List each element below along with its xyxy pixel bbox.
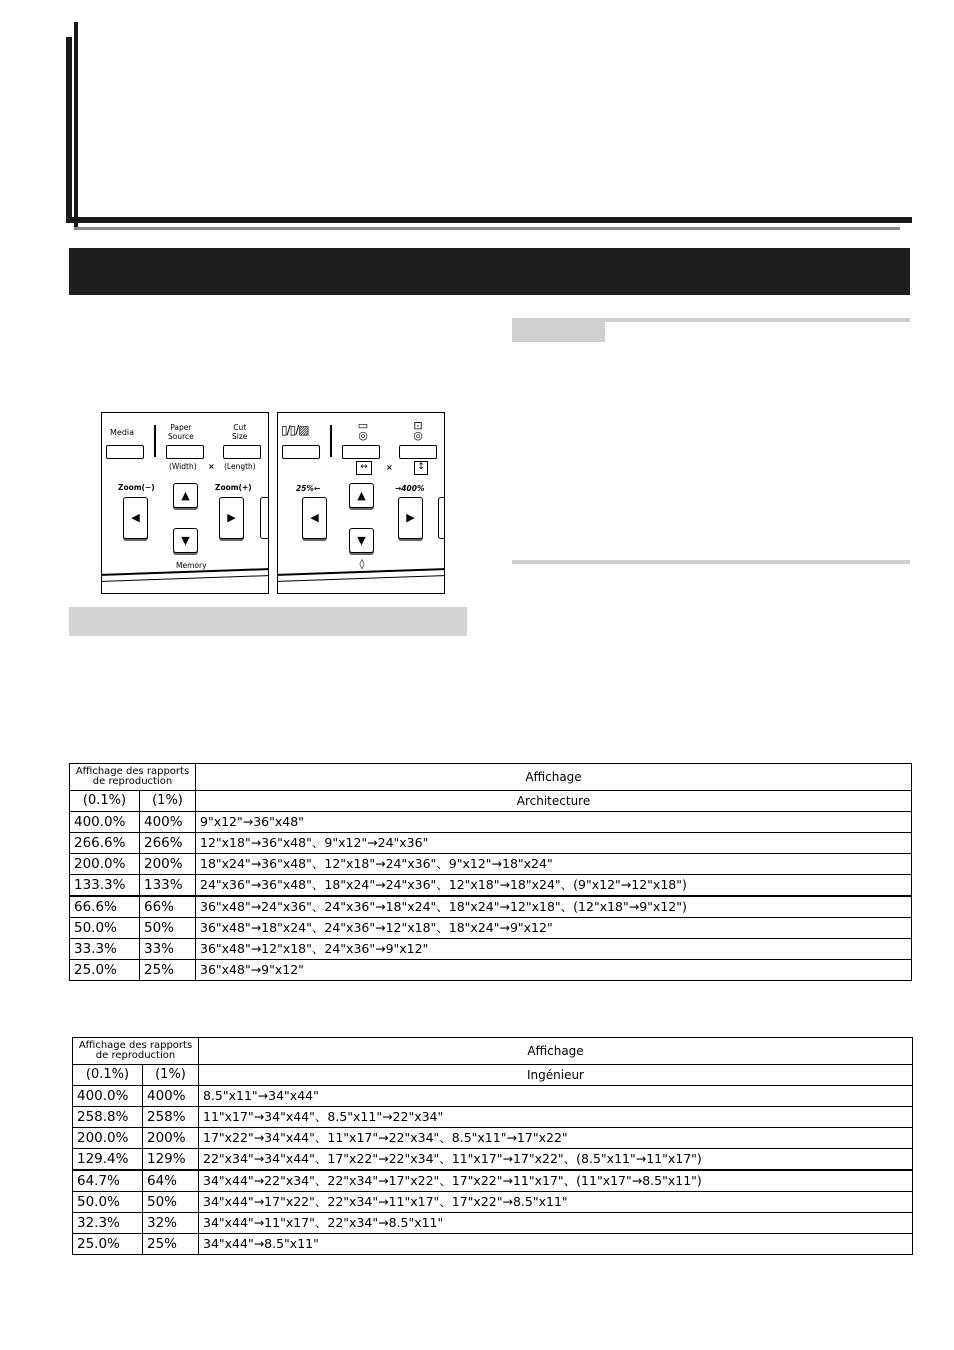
header-frame-vertical-bar [66, 37, 72, 222]
memory-indicator-icon: ◊ [359, 559, 365, 570]
zoom-minus-key[interactable] [302, 497, 327, 539]
arrow-right-icon: ▶ [227, 511, 236, 524]
arrow-down-icon: ▼ [357, 534, 366, 547]
zoom-down-key[interactable] [349, 528, 374, 553]
ratio-header-label: Affichage des rapports de reproduction [70, 764, 196, 791]
affichage-header: Affichage [196, 764, 912, 791]
table-row: 50.0% 50% 36"x48"→18"x24"、24"x36"→12"x18"、18"x24"→9"x12" [70, 918, 912, 939]
subsection-title-bar [69, 607, 467, 636]
length-key[interactable] [399, 445, 437, 459]
table-row: 258.8% 258% 11"x17"→34"x44"、8.5"x11"→22"x34" [73, 1107, 913, 1128]
table-row: 32.3% 32% 34"x44"→11"x17"、22"x34"→8.5"x11" [73, 1213, 913, 1234]
zoom-400-label: →400% [395, 484, 425, 493]
paper-source-key[interactable] [166, 445, 204, 459]
media-label: Media [110, 428, 135, 437]
cut-size-key[interactable] [223, 445, 261, 459]
times-sign: × [208, 462, 215, 471]
horizontal-arrows-icon: ↔ [356, 461, 372, 475]
table-row: 33.3% 33% 36"x48"→12"x18"、24"x36"→9"x12" [70, 939, 912, 960]
paper-source-label: Paper Source [168, 423, 194, 441]
vertical-arrows-icon: ↕ [414, 461, 428, 475]
zoom-length-icon: ⊡ ◎ [413, 419, 423, 442]
table-row: 25.0% 25% 36"x48"→9"x12" [70, 960, 912, 981]
partial-key [260, 497, 269, 539]
table-row: 200.0% 200% 18"x24"→36"x48"、12"x18"→24"x36"、9"x12"→18"x24" [70, 854, 912, 875]
arrow-right-icon: ▶ [406, 511, 415, 524]
zoom-plus-label: Zoom(+) [215, 483, 252, 492]
architecture-ratio-table [69, 763, 912, 981]
zoom-plus-key[interactable] [219, 497, 244, 539]
cut-size-label: Cut Size [232, 423, 248, 441]
header-frame-rule [66, 217, 912, 223]
table-row: 133.3% 133% 24"x36"→36"x48"、18"x24"→24"x36"、12"x18"→18"x24"、(9"x12"→12"x18") [70, 875, 912, 897]
memory-label: Memory [176, 561, 207, 570]
panel-divider [154, 425, 156, 457]
section-title-bar [69, 248, 910, 295]
table-row: 400.0% 400% 8.5"x11"→34"x44" [73, 1086, 913, 1107]
panel-divider [330, 425, 332, 457]
width-key[interactable] [342, 445, 380, 459]
times-sign: × [386, 463, 393, 472]
table-row: 25.0% 25% 34"x44"→8.5"x11" [73, 1234, 913, 1255]
col-header-0.1: (0.1%) [73, 1065, 143, 1086]
header-frame-vertical-bar-inner [74, 22, 78, 230]
arrow-up-icon: ▲ [181, 489, 190, 502]
engineering-ratio-table [72, 1037, 913, 1255]
media-key[interactable] [106, 445, 144, 459]
zoom-width-icon: ▭ ◎ [357, 419, 369, 442]
control-panel-illustration-right [277, 412, 445, 594]
col-header-1: (1%) [140, 791, 196, 812]
table-row: 266.6% 266% 12"x18"→36"x48"、9"x12"→24"x36" [70, 833, 912, 854]
width-label: (Width) [169, 462, 197, 471]
zoom-plus-key[interactable] [398, 497, 423, 539]
partial-key [438, 497, 445, 539]
arrow-up-icon: ▲ [357, 489, 366, 502]
zoom-up-key[interactable] [349, 483, 374, 508]
affichage-header: Affichage [199, 1038, 913, 1065]
category-header: Architecture [196, 791, 912, 812]
length-label: (Length) [224, 462, 256, 471]
table-row: 400.0% 400% 9"x12"→36"x48" [70, 812, 912, 833]
table-row: 129.4% 129% 22"x34"→34"x44"、17"x22"→22"x34"、11"x17"→17"x22"、(8.5"x11"→11"x17") [73, 1149, 913, 1171]
col-header-0.1: (0.1%) [70, 791, 140, 812]
header-frame-rule-thin [74, 227, 900, 230]
table-row: 50.0% 50% 34"x44"→17"x22"、22"x34"→11"x17"、17"x22"→8.5"x11" [73, 1192, 913, 1213]
arrow-left-icon: ◀ [131, 511, 140, 524]
panel-edge-line-thin [102, 575, 268, 582]
zoom-minus-key[interactable] [123, 497, 148, 539]
zoom-minus-label: Zoom(−) [118, 483, 155, 492]
arrow-down-icon: ▼ [181, 534, 190, 547]
zoom-down-key[interactable] [173, 528, 198, 553]
panel-edge-line-thin [278, 575, 444, 582]
col-header-1: (1%) [143, 1065, 199, 1086]
original-type-icon: ▯/▯/▨ [281, 423, 309, 437]
note-box-tab [512, 322, 605, 342]
note-box-bottom-rule [512, 560, 910, 564]
table-row: 64.7% 64% 34"x44"→22"x34"、22"x34"→17"x22"、17"x22"→11"x17"、(11"x17"→8.5"x11") [73, 1170, 913, 1192]
ratio-header-label: Affichage des rapports de reproduction [73, 1038, 199, 1065]
category-header: Ingénieur [199, 1065, 913, 1086]
original-type-key[interactable] [282, 445, 320, 459]
zoom-up-key[interactable] [173, 483, 198, 508]
control-panel-illustration-left [101, 412, 269, 594]
zoom-25-label: 25%← [296, 484, 321, 493]
arrow-left-icon: ◀ [310, 511, 319, 524]
table-row: 200.0% 200% 17"x22"→34"x44"、11"x17"→22"x34"、8.5"x11"→17"x22" [73, 1128, 913, 1149]
table-row: 66.6% 66% 36"x48"→24"x36"、24"x36"→18"x24"、18"x24"→12"x18"、(12"x18"→9"x12") [70, 896, 912, 918]
